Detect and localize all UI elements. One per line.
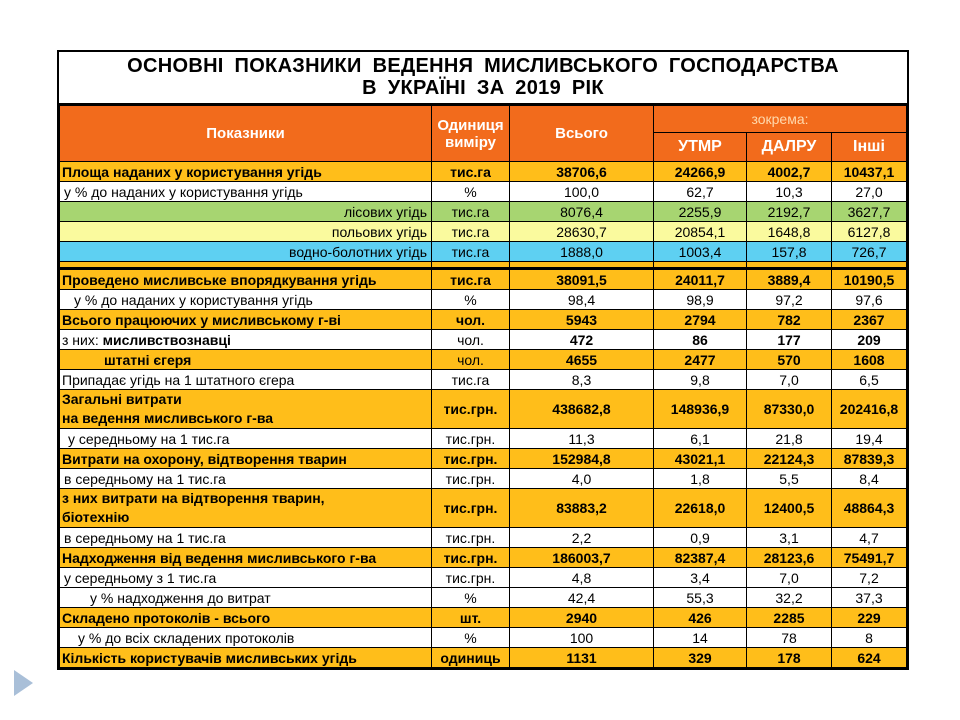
table-row [60,242,907,262]
row-value: 3627,7 [832,202,907,222]
table-row [60,469,907,489]
row-value: 8 [832,628,907,648]
row-value: 5943 [510,310,654,330]
spacer-cell [510,262,654,269]
row-value: 3889,4 [747,269,832,290]
spacer-cell [832,262,907,269]
row-value: 5,5 [747,469,832,489]
row-unit: тис.га [432,269,510,290]
row-value: 4,7 [832,528,907,548]
row-unit: % [432,182,510,202]
col-header-including: зокрема: [654,106,907,133]
row-unit: шт. [432,608,510,628]
table-row [60,310,907,330]
row-value: 0,9 [654,528,747,548]
row-unit: тис.грн. [432,429,510,449]
row-value: 209 [832,330,907,350]
row-value: 22124,3 [747,449,832,469]
row-value: 24266,9 [654,162,747,182]
row-label: у % до всіх складених протоколів [60,628,432,648]
row-value: 426 [654,608,747,628]
row-unit: тис.га [432,370,510,390]
row-value: 86 [654,330,747,350]
spacer-cell [432,262,510,269]
row-value: 100 [510,628,654,648]
table-row [60,222,907,242]
row-unit: тис.га [432,202,510,222]
col-header-dalru: ДАЛРУ [747,133,832,162]
row-value: 2285 [747,608,832,628]
row-value: 186003,7 [510,548,654,568]
row-value: 4655 [510,350,654,370]
row-value: 178 [747,648,832,668]
row-label: у середньому на 1 тис.га [60,429,432,449]
row-value: 3,1 [747,528,832,548]
row-unit: тис.грн. [432,469,510,489]
row-label: штатні єгеря [60,350,432,370]
row-unit: тис.га [432,242,510,262]
row-value: 43021,1 [654,449,747,469]
table-row [60,390,907,429]
table-row [60,429,907,449]
table-row [60,330,907,350]
row-value: 148936,9 [654,390,747,429]
row-value: 100,0 [510,182,654,202]
table-header [60,106,907,162]
row-value: 229 [832,608,907,628]
table-row [60,162,907,182]
row-value: 38706,6 [510,162,654,182]
row-unit: чол. [432,330,510,350]
row-label: з них: мисливствознавці [60,330,432,350]
table-row [60,290,907,310]
row-value: 9,8 [654,370,747,390]
row-unit: тис.га [432,222,510,242]
row-label: лісових угідь [60,202,432,222]
row-value: 98,4 [510,290,654,310]
row-value: 2367 [832,310,907,330]
row-label: Всього працюючих у мисливському г-ві [60,310,432,330]
row-unit: чол. [432,350,510,370]
row-value: 2,2 [510,528,654,548]
row-value: 37,3 [832,588,907,608]
row-label: Припадає угідь на 1 штатного єгера [60,370,432,390]
row-label: Надходження від ведення мисливського г-ва [60,548,432,568]
row-value: 11,3 [510,429,654,449]
row-value: 1003,4 [654,242,747,262]
table-row [60,202,907,222]
row-value: 726,7 [832,242,907,262]
row-value: 48864,3 [832,489,907,528]
table-row [60,350,907,370]
row-label: Проведено мисливське впорядкування угідь [60,269,432,290]
row-label: водно-болотних угідь [60,242,432,262]
row-value: 12400,5 [747,489,832,528]
row-value: 97,2 [747,290,832,310]
table-row [60,182,907,202]
col-header-utmr: УТМР [654,133,747,162]
row-value: 2794 [654,310,747,330]
slide-title-line1: ОСНОВНІ ПОКАЗНИКИ ВЕДЕННЯ МИСЛИВСЬКОГО ГОСПОДАРСТВА [127,55,839,77]
row-value: 78 [747,628,832,648]
row-value: 21,8 [747,429,832,449]
row-value: 1,8 [654,469,747,489]
row-value: 152984,8 [510,449,654,469]
slide-title-line2: В УКРАЇНІ ЗА 2019 РІК [362,77,604,99]
row-value: 22618,0 [654,489,747,528]
slide-title [59,52,907,105]
row-value: 32,2 [747,588,832,608]
row-label: у % до наданих у користування угідь [60,182,432,202]
row-value: 7,0 [747,370,832,390]
spacer-cell [654,262,747,269]
row-value: 8,3 [510,370,654,390]
table-row [60,608,907,628]
row-value: 82387,4 [654,548,747,568]
row-value: 624 [832,648,907,668]
row-value: 4,8 [510,568,654,588]
table-row [60,528,907,548]
spacer-cell [747,262,832,269]
row-value: 8076,4 [510,202,654,222]
row-value: 7,0 [747,568,832,588]
table-row [60,489,907,528]
row-value: 55,3 [654,588,747,608]
row-label: Площа наданих у користування угідь [60,162,432,182]
row-value: 87839,3 [832,449,907,469]
row-value: 87330,0 [747,390,832,429]
row-unit: тис.грн. [432,390,510,429]
table-row [60,588,907,608]
row-value: 1608 [832,350,907,370]
row-value: 38091,5 [510,269,654,290]
row-value: 10437,1 [832,162,907,182]
row-value: 19,4 [832,429,907,449]
row-value: 6,5 [832,370,907,390]
table-row [60,628,907,648]
row-value: 1888,0 [510,242,654,262]
row-value: 10,3 [747,182,832,202]
row-label: Складено протоколів - всього [60,608,432,628]
row-value: 2940 [510,608,654,628]
row-value: 329 [654,648,747,668]
row-label: в середньому на 1 тис.га [60,469,432,489]
col-header-total: Всього [510,106,654,162]
spacer-cell [60,262,432,269]
table-row [60,548,907,568]
col-header-unit: Одиниця виміру [432,106,510,162]
row-value: 28123,6 [747,548,832,568]
next-slide-arrow-icon[interactable] [14,670,33,696]
row-value: 202416,8 [832,390,907,429]
row-value: 472 [510,330,654,350]
row-value: 98,9 [654,290,747,310]
row-value: 20854,1 [654,222,747,242]
row-unit: тис.грн. [432,528,510,548]
row-value: 10190,5 [832,269,907,290]
row-unit: тис.га [432,162,510,182]
row-value: 4002,7 [747,162,832,182]
row-label: Кількість користувачів мисливських угідь [60,648,432,668]
row-unit: % [432,290,510,310]
col-header-inshi: Інші [832,133,907,162]
row-value: 7,2 [832,568,907,588]
row-unit: одиниць [432,648,510,668]
spacer-row [60,262,907,269]
row-value: 4,0 [510,469,654,489]
row-label: Загальні витрати на ведення мисливського г-ва [60,390,432,429]
row-label: Витрати на охорону, відтворення тварин [60,449,432,469]
table-row [60,648,907,668]
row-value: 28630,7 [510,222,654,242]
row-unit: % [432,588,510,608]
row-value: 2192,7 [747,202,832,222]
table-row [60,370,907,390]
row-value: 570 [747,350,832,370]
row-value: 6127,8 [832,222,907,242]
row-value: 177 [747,330,832,350]
row-value: 438682,8 [510,390,654,429]
row-value: 782 [747,310,832,330]
row-unit: тис.грн. [432,489,510,528]
row-value: 2477 [654,350,747,370]
row-value: 1648,8 [747,222,832,242]
row-label: у % до наданих у користування угідь [60,290,432,310]
row-unit: % [432,628,510,648]
table-row [60,269,907,290]
row-value: 62,7 [654,182,747,202]
row-value: 3,4 [654,568,747,588]
col-header-indicators: Показники [60,106,432,162]
row-value: 8,4 [832,469,907,489]
row-value: 83883,2 [510,489,654,528]
row-value: 75491,7 [832,548,907,568]
indicators-table-block [57,50,909,670]
row-label: у % надходження до витрат [60,588,432,608]
row-value: 24011,7 [654,269,747,290]
table-row [60,449,907,469]
row-label: в середньому на 1 тис.га [60,528,432,548]
row-unit: чол. [432,310,510,330]
indicators-table [59,105,907,668]
row-label: у середньому з 1 тис.га [60,568,432,588]
row-unit: тис.грн. [432,568,510,588]
row-value: 42,4 [510,588,654,608]
row-value: 6,1 [654,429,747,449]
table-body [60,162,907,668]
table-row [60,568,907,588]
row-label: з них витрати на відтворення тварин, біотехнію [60,489,432,528]
row-value: 14 [654,628,747,648]
row-value: 157,8 [747,242,832,262]
row-value: 2255,9 [654,202,747,222]
row-unit: тис.грн. [432,449,510,469]
row-value: 27,0 [832,182,907,202]
row-label: польових угідь [60,222,432,242]
row-value: 97,6 [832,290,907,310]
row-unit: тис.грн. [432,548,510,568]
row-value: 1131 [510,648,654,668]
